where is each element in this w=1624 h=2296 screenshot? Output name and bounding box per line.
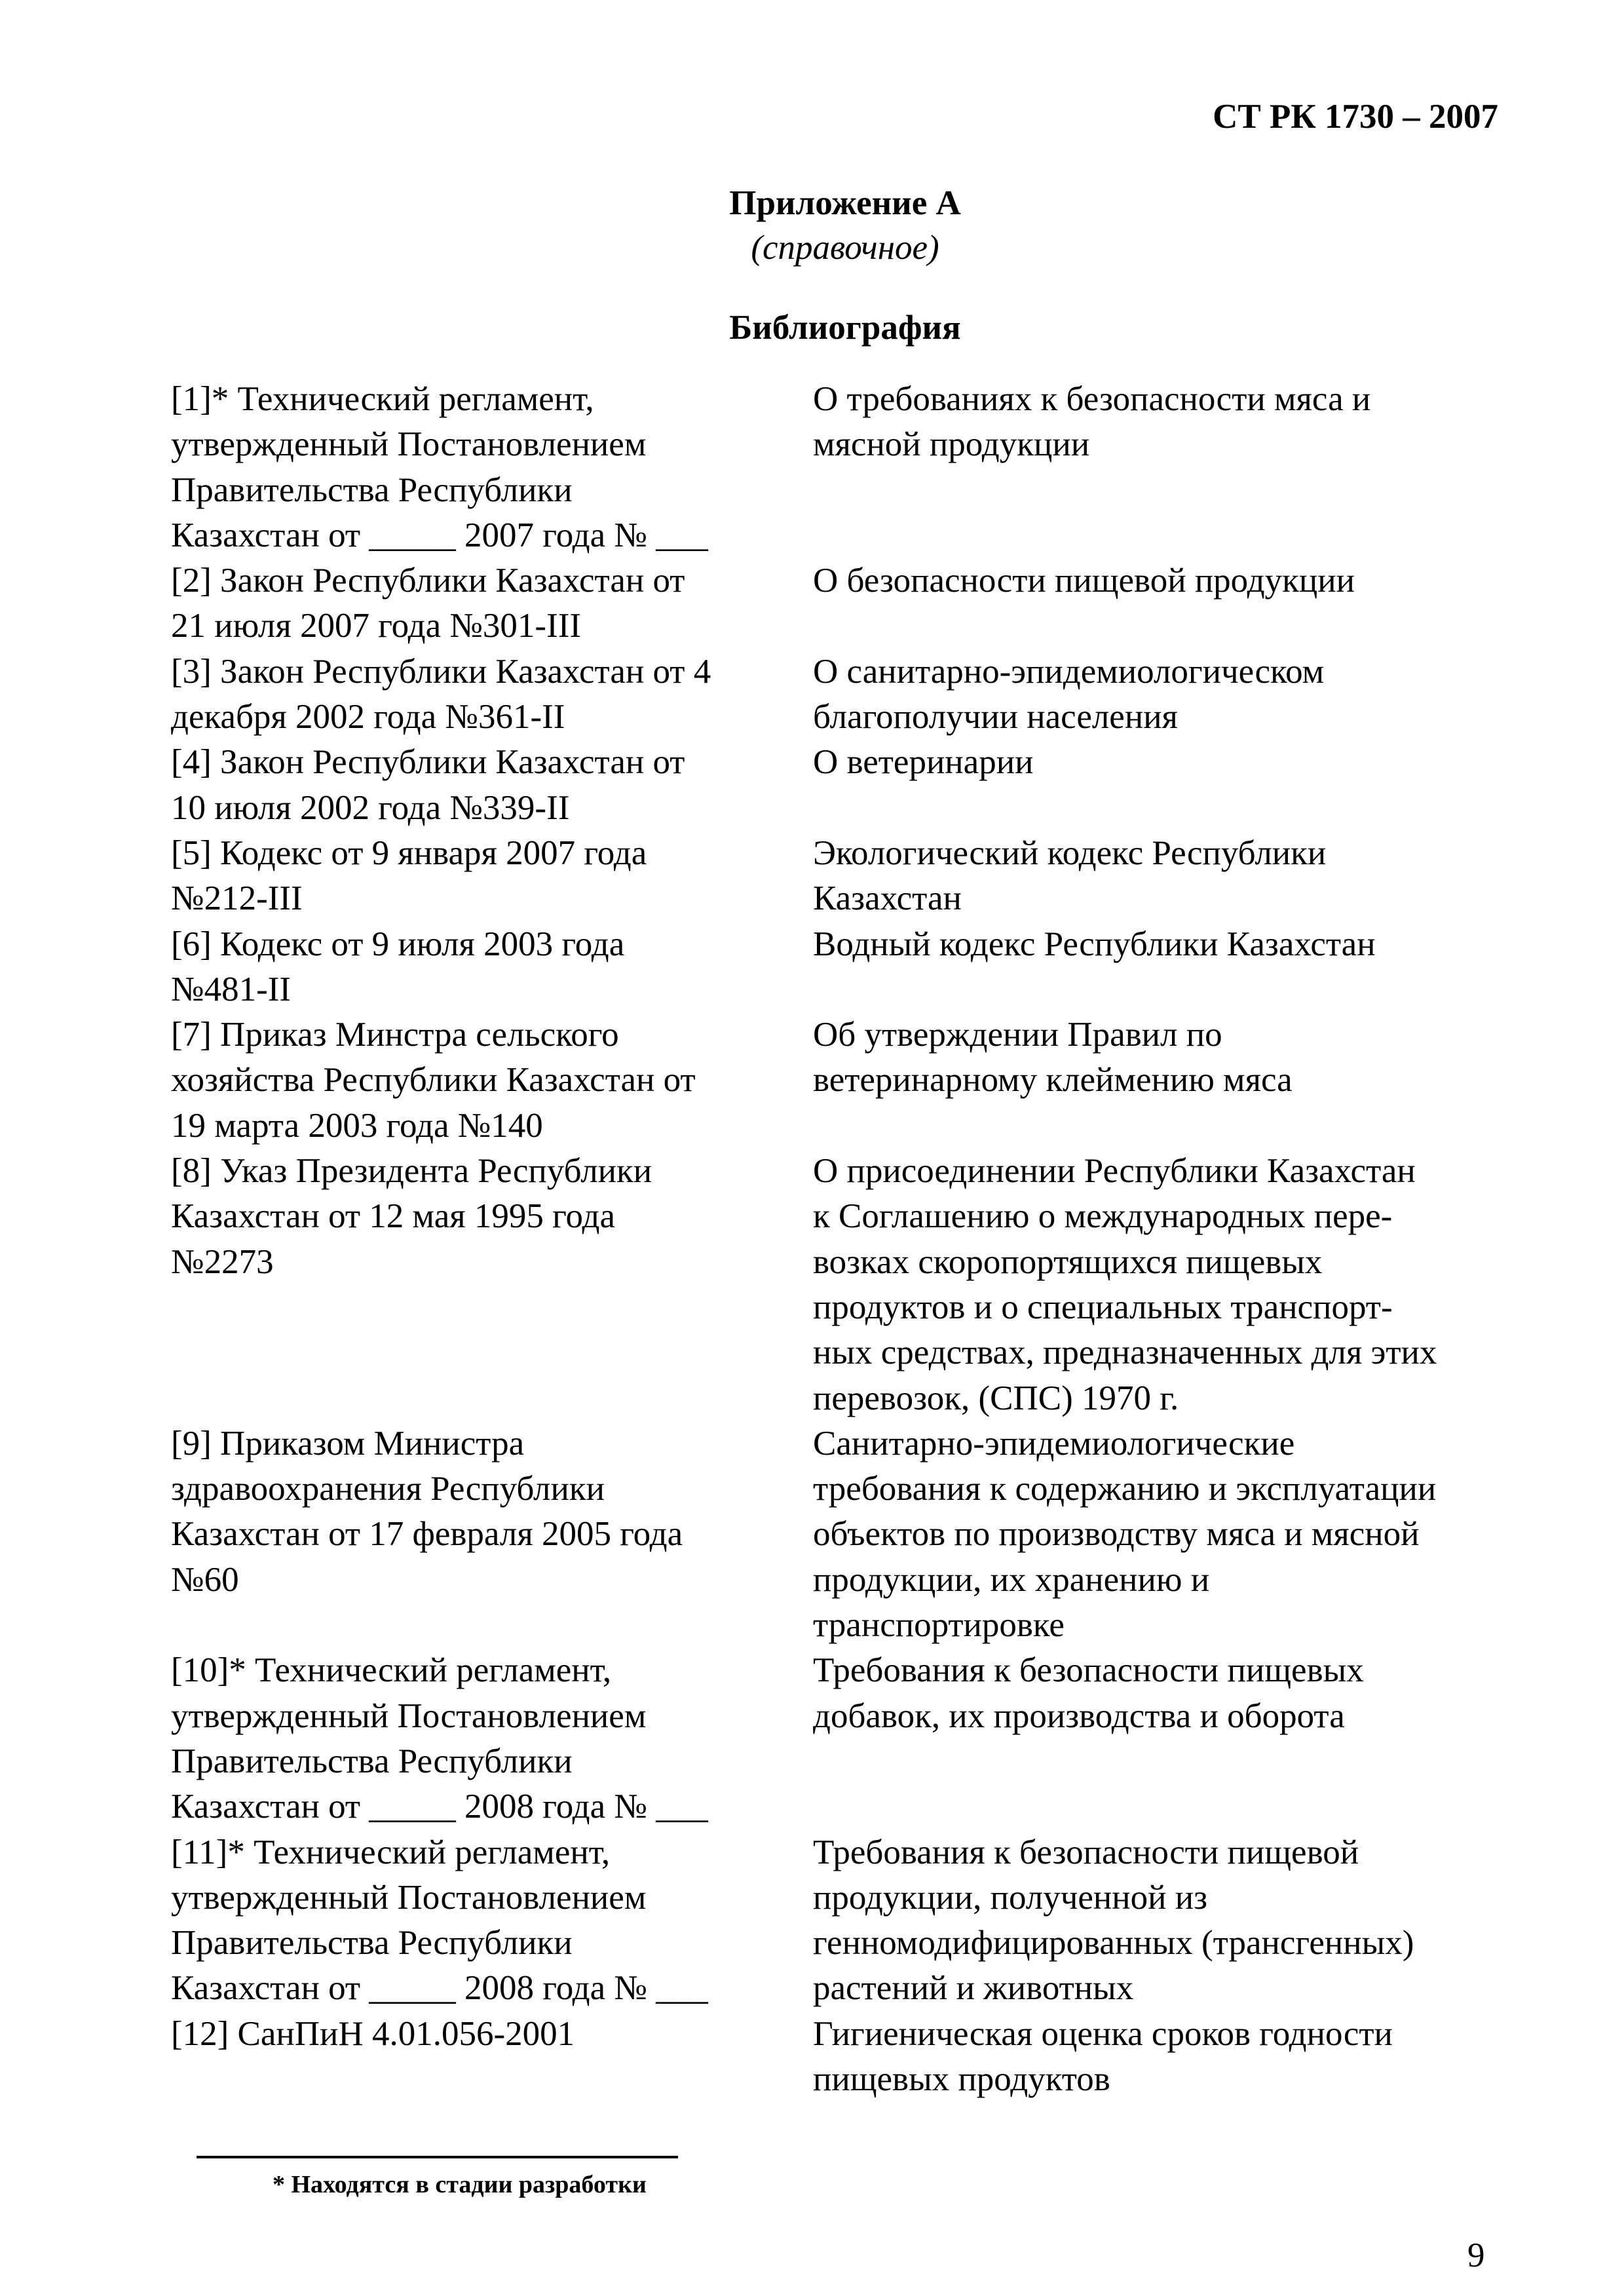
reference-source: [9] Приказом Министра здравоохранения Республики Казахстан от 17 февраля 2005 года №60 <box>171 1424 683 1599</box>
page-number: 9 <box>1467 2236 1485 2274</box>
reference-source: [5] Кодекс от 9 января 2007 года №212-III <box>171 833 647 918</box>
reference-source: [6] Кодекс от 9 июля 2003 года №481-II <box>171 925 625 1008</box>
reference-source: [8] Указ Президента Республики Казахстан от 12 мая 1995 года №2273 <box>171 1152 652 1281</box>
reference-title: Требования к безопасности пищевой продукции, полученной из генномодифицированных (трансгенных) растений и животных <box>813 1833 1414 2008</box>
reference-12 <box>171 2012 1514 2103</box>
reference-7 <box>171 1012 1514 1149</box>
footnote-divider <box>197 2156 678 2158</box>
bibliography-title: Библиография <box>729 309 961 347</box>
reference-5 <box>171 831 1514 922</box>
reference-source: [1]* Технический регламент, утвержденный Постановлением Правительства Республики Казахстан от _____ 2007 года № ___ <box>171 380 708 554</box>
reference-source: [7] Приказ Минстра сельского хозяйства Республики Казахстан от 19 марта 2003 года №140 <box>171 1016 696 1145</box>
reference-source: [10]* Технический регламент, утвержденный Постановлением Правительства Республики Казахстан от _____ 2008 года № ___ <box>171 1651 708 1826</box>
reference-11 <box>171 1830 1514 2012</box>
reference-title: О ветеринарии <box>813 743 1034 782</box>
reference-title: Санитарно-эпидемиологические требования к содержанию и эксплуатации объектов по производству мяса и мясной продукции, их хранению и транспортировке <box>813 1424 1437 1645</box>
reference-title: Об утверждении Правил по ветеринарному клеймению мяса <box>813 1016 1293 1100</box>
standard-id: СТ РК 1730 – 2007 <box>1213 98 1498 136</box>
reference-source: [4] Закон Республики Казахстан от 10 июля 2002 года №339-II <box>171 743 685 827</box>
reference-source: [2] Закон Республики Казахстан от 21 июля 2007 года №301-III <box>171 562 685 645</box>
reference-source: [12] СанПиН 4.01.056-2001 <box>171 2014 575 2053</box>
reference-3 <box>171 649 1514 740</box>
reference-1 <box>171 377 1514 558</box>
reference-9 <box>171 1421 1514 1648</box>
reference-title: Экологический кодекс Республики Казахстан <box>813 833 1327 918</box>
footnote: * Находятся в стадии разработки <box>273 2171 647 2198</box>
reference-title: О требованиях к безопасности мяса и мясной продукции <box>813 380 1371 464</box>
reference-2 <box>171 558 1514 649</box>
reference-title: О безопасности пищевой продукции <box>813 562 1355 600</box>
reference-source: [11]* Технический регламент, утвержденный Постановлением Правительства Республики Казахстан от _____ 2008 года № ___ <box>171 1833 708 2008</box>
reference-title: Требования к безопасности пищевых добавок, их производства и оборота <box>813 1651 1364 1735</box>
reference-source: [3] Закон Республики Казахстан от 4 декабря 2002 года №361-II <box>171 652 711 737</box>
reference-10 <box>171 1648 1514 1829</box>
reference-6 <box>171 922 1514 1013</box>
reference-8 <box>171 1149 1514 1421</box>
reference-title: Водный кодекс Республики Казахстан <box>813 925 1376 963</box>
reference-title: Гигиеническая оценка сроков годности пищевых продуктов <box>813 2014 1393 2098</box>
appendix-title: Приложение А <box>729 184 961 222</box>
reference-title: О санитарно-эпидемиологическом благополучии населения <box>813 652 1325 737</box>
bibliography-list <box>171 377 1514 2102</box>
appendix-subtitle: (справочное) <box>751 229 939 267</box>
reference-4 <box>171 740 1514 831</box>
reference-title: О присоединении Республики Казахстан к Соглашению о международных пере- возках скоропортящихся пищевых продуктов и о специальных транспорт- ных средствах, предназначенных для этих перевозок, (СПС) 1970 г. <box>813 1152 1437 1417</box>
